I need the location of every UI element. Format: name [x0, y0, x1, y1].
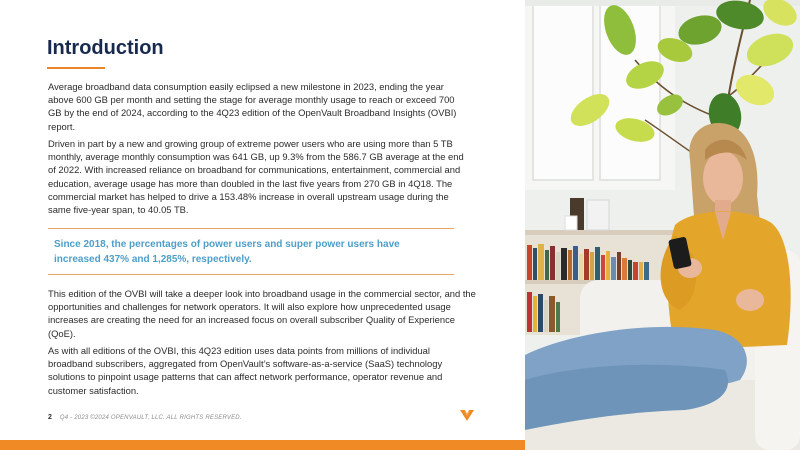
page-title: Introduction — [47, 37, 164, 59]
highlight-callout: Since 2018, the percentages of power users and super power users have increased 437% and 1,285%, respectively. — [54, 239, 400, 265]
highlight-rule-top — [48, 228, 454, 229]
highlight-rule-bottom — [48, 274, 454, 275]
page-footer — [48, 414, 242, 421]
paragraph-3: This edition of the OVBI will take a deeper look into broadband usage in the commercial sector, and the opportunities and challenges for network operators. It will also explore how unprecedented usage increases are creating the need for an increased focus on overall subscriber Quality of Experience (QoE). — [48, 288, 476, 339]
woman-with-phone-photo — [525, 0, 800, 450]
paragraph-4: As with all editions of the OVBI, this 4Q23 edition uses data points from millions of individual broadband subscribers, aggregated from OpenVault’s software-as-a-service (SaaS) technology solutions to pinpoint usage patterns that can affect network performance, operator revenue and customer satisfaction. — [48, 345, 443, 396]
title-underline — [47, 67, 105, 69]
openvault-logo-icon — [460, 408, 474, 422]
accent-bar — [0, 440, 525, 450]
paragraph-2: Driven in part by a new and growing group of extreme power users who are using more than 5 TB monthly, average monthly consumption was 641 GB, up 9.3% from the 586.7 GB average at the end of 2022. With increased reliance on broadband for communications, entertainment, commercial and education, average usage has more than doubled in the last five years from 270 GB in 4Q18. The commercial market has helped to drive a 153.48% increase in overall upstream usage during the same five-year span, to 40.05 TB. — [48, 138, 464, 216]
paragraph-1: Average broadband data consumption easily eclipsed a new milestone in 2023, ending the year above 600 GB per month and setting the stage for average monthly usage to reach or exceed 700 GB by the end of 2024, according to the 4Q23 edition of the OpenVault Broadband Insights (OVBI) report. — [48, 81, 457, 132]
page-number: 2 — [48, 414, 52, 421]
copyright-text: Q4 - 2023 ©2024 OPENVAULT, LLC. ALL RIGHTS RESERVED. — [59, 414, 242, 421]
